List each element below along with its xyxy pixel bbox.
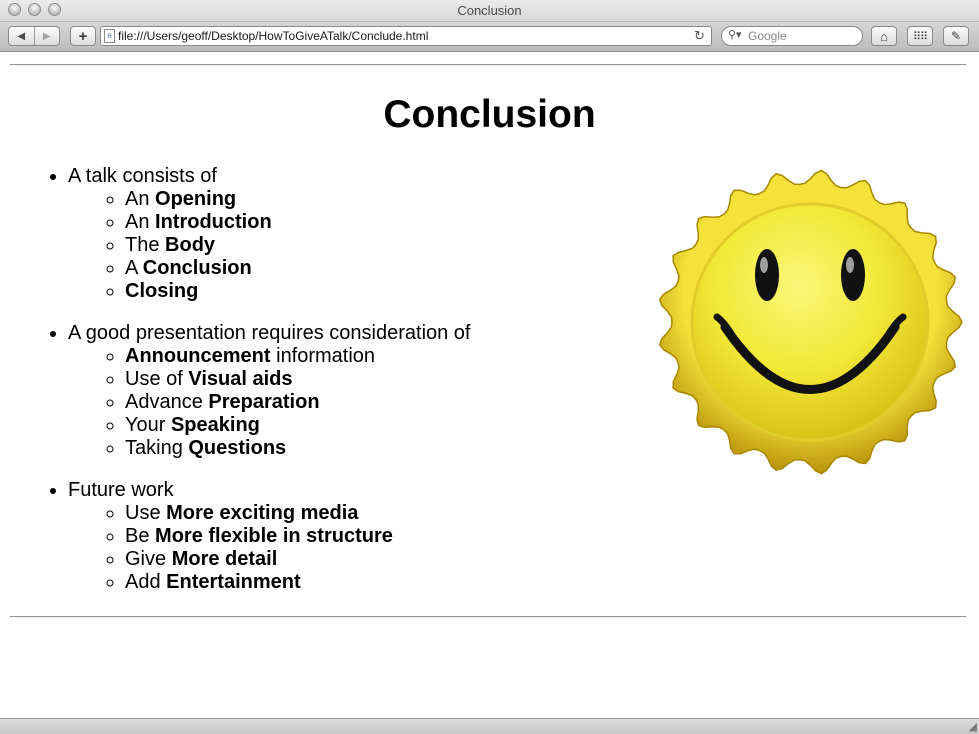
list-item: ◦ Advance Preparation — [125, 391, 471, 414]
sub-list — [68, 502, 471, 594]
forward-button[interactable] — [35, 27, 60, 45]
section-heading: Future work — [68, 479, 174, 501]
status-bar — [0, 718, 979, 734]
top-sites-button[interactable] — [907, 26, 933, 46]
page-title: Conclusion — [383, 93, 596, 136]
list-item: ◦ Your Speaking — [125, 414, 471, 437]
section-heading: A good presentation requires consideration of — [68, 322, 471, 344]
search-field[interactable] — [721, 26, 863, 46]
page-icon: e — [104, 29, 115, 43]
list-item: ◦ Use More exciting media — [125, 502, 471, 525]
add-bookmark-button[interactable] — [70, 26, 96, 46]
address-bar[interactable] — [100, 26, 712, 46]
back-arrow-icon: ◀ — [17, 30, 26, 42]
page-content — [0, 53, 979, 718]
home-button[interactable] — [871, 26, 897, 46]
search-icon[interactable]: ⚲▾ — [728, 29, 742, 41]
sub-list — [68, 345, 471, 460]
list-item: ◦ An Opening — [125, 188, 471, 211]
list-item: ◦ A Conclusion — [125, 257, 471, 280]
top-divider — [10, 64, 966, 66]
title-bar — [0, 0, 979, 22]
section-heading: A talk consists of — [68, 165, 217, 187]
list-item: ◦ Use of Visual aids — [125, 368, 471, 391]
bottom-divider — [10, 616, 966, 618]
section-presentation-requirements — [68, 322, 471, 460]
list-item: ◦ An Introduction — [125, 211, 471, 234]
list-item: ◦ Be More flexible in structure — [125, 525, 471, 548]
reload-icon[interactable]: ↻ — [694, 28, 705, 43]
plus-icon: + — [78, 27, 88, 45]
window-title: Conclusion — [457, 3, 522, 18]
list-item: ◦ Give More detail — [125, 548, 471, 571]
list-item: ◦ Announcement information — [125, 345, 471, 368]
list-item: ◦ Add Entertainment — [125, 571, 471, 594]
home-icon: ⌂ — [880, 28, 888, 44]
smiley-bottlecap-icon — [655, 167, 965, 477]
section-talk-parts — [68, 165, 471, 303]
forward-arrow-icon: ▶ — [42, 30, 51, 42]
sub-list — [68, 188, 471, 303]
list-item: ◦ The Body — [125, 234, 471, 257]
toolbar — [0, 22, 979, 52]
edit-button[interactable] — [943, 26, 969, 46]
back-button[interactable] — [9, 27, 35, 45]
list-item: ◦ Taking Questions — [125, 437, 471, 460]
pencil-icon: ✎ — [950, 29, 962, 43]
url-text[interactable]: file:///Users/geoff/Desktop/HowToGiveATalk/Conclude.html — [118, 29, 429, 43]
search-input[interactable] — [748, 28, 858, 44]
section-future-work — [68, 479, 471, 594]
list-item: ◦ Closing — [125, 280, 471, 303]
conclusion-outline — [48, 165, 471, 594]
navigation-buttons — [8, 26, 60, 46]
grid-icon: ⠿⠿ — [912, 30, 928, 43]
resize-grip-icon[interactable]: ◢ — [968, 721, 977, 733]
